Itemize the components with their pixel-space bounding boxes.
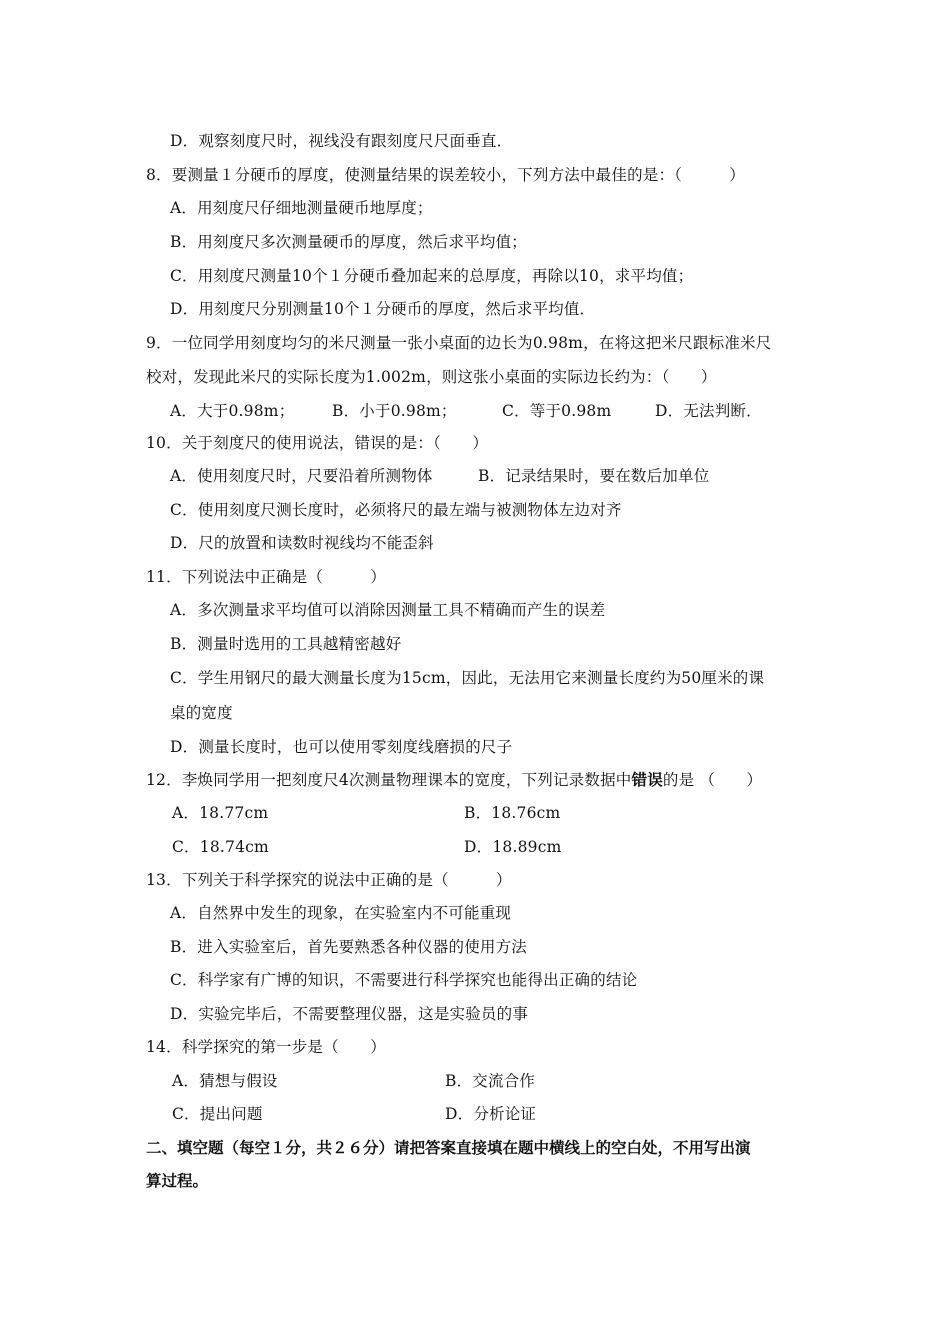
q10-option-a: A．使用刻度尺时，尺要沿着所测物体 <box>170 467 433 485</box>
q14-option-c: C．提出问题 <box>172 1105 263 1123</box>
q13-option-a: A．自然界中发生的现象，在实验室内不可能重现 <box>170 904 512 922</box>
q14-option-b: B．交流合作 <box>445 1072 536 1090</box>
q11-option-b: B．测量时选用的工具越精密越好 <box>170 635 402 653</box>
section2-heading-line1: 二、填空题（每空１分，共２６分）请把答案直接填在题中横线上的空白处，不用写出演 <box>146 1138 751 1157</box>
q10-option-b: B．记录结果时，要在数后加单位 <box>478 467 710 485</box>
q13-stem: 13．下列关于科学探究的说法中正确的是（ ） <box>146 871 512 889</box>
q14-option-d: D．分析论证 <box>445 1105 537 1123</box>
q8-stem: 8．要测量１分硬币的厚度，使测量结果的误差较小，下列方法中最佳的是：（ ） <box>146 166 745 184</box>
q8-option-c: C．用刻度尺测量10个１分硬币叠加起来的总厚度，再除以10，求平均值； <box>170 267 694 285</box>
q8-option-a: A．用刻度尺仔细地测量硬币地厚度； <box>170 199 433 217</box>
q14-option-a: A．猜想与假设 <box>172 1072 278 1090</box>
q10-option-c: C．使用刻度尺测长度时，必须将尺的最左端与被测物体左边对齐 <box>170 501 622 519</box>
q12-stem-before: 12．李焕同学用一把刻度尺4次测量物理课本的宽度，下列记录数据中 <box>146 771 632 789</box>
q13-option-b: B．进入实验室后，首先要熟悉各种仪器的使用方法 <box>170 938 527 956</box>
q12-option-a: A．18.77cm <box>172 804 269 822</box>
q11-option-c-line1: C．学生用钢尺的最大测量长度为15cm，因此，无法用它来测量长度约为50厘米的课 <box>170 669 765 687</box>
q9-option-a: A．大于0.98m； <box>170 402 295 420</box>
q10-stem: 10．关于刻度尺的使用说法，错误的是：（ ） <box>146 434 489 452</box>
q9-stem-line1: 9．一位同学用刻度均匀的米尺测量一张小桌面的边长为0.98m，在将这把米尺跟标准米尺 <box>146 334 772 352</box>
q12-stem <box>146 770 762 790</box>
q11-stem: 11．下列说法中正确是（ ） <box>146 568 386 586</box>
q9-option-c: C．等于0.98m <box>502 402 612 420</box>
q13-option-d: D．实验完毕后，不需要整理仪器，这是实验员的事 <box>170 1005 529 1023</box>
q9-option-d: D．无法判断． <box>655 402 762 420</box>
q11-option-c-line2: 桌的宽度 <box>170 704 233 722</box>
q9-stem-line2: 校对，发现此米尺的实际长度为1.002m，则这张小桌面的实际边长约为：（ ） <box>146 368 717 386</box>
q7-option-d: D．观察刻度尺时，视线没有跟刻度尺尺面垂直． <box>170 132 513 150</box>
q12-stem-bold: 错误 <box>631 770 663 789</box>
q13-option-c: C．科学家有广博的知识，不需要进行科学探究也能得出正确的结论 <box>170 971 638 989</box>
section2-heading-line2: 算过程。 <box>146 1171 209 1190</box>
q11-option-d: D．测量长度时，也可以使用零刻度线磨损的尺子 <box>170 738 513 756</box>
q12-option-d: D．18.89cm <box>464 838 562 856</box>
q10-option-d: D．尺的放置和读数时视线均不能歪斜 <box>170 534 434 552</box>
q8-option-d: D．用刻度尺分别测量10个１分硬币的厚度，然后求平均值． <box>170 300 596 318</box>
q12-stem-after: 的是 （ ） <box>662 771 763 789</box>
q14-stem: 14．科学探究的第一步是（ ） <box>146 1038 386 1056</box>
q11-option-a: A．多次测量求平均值可以消除因测量工具不精确而产生的误差 <box>170 601 606 619</box>
q9-option-b: B．小于0.98m； <box>332 402 457 420</box>
q8-option-b: B．用刻度尺多次测量硬币的厚度，然后求平均值； <box>170 233 527 251</box>
q12-option-c: C．18.74cm <box>172 838 269 856</box>
q12-option-b: B．18.76cm <box>464 804 561 822</box>
